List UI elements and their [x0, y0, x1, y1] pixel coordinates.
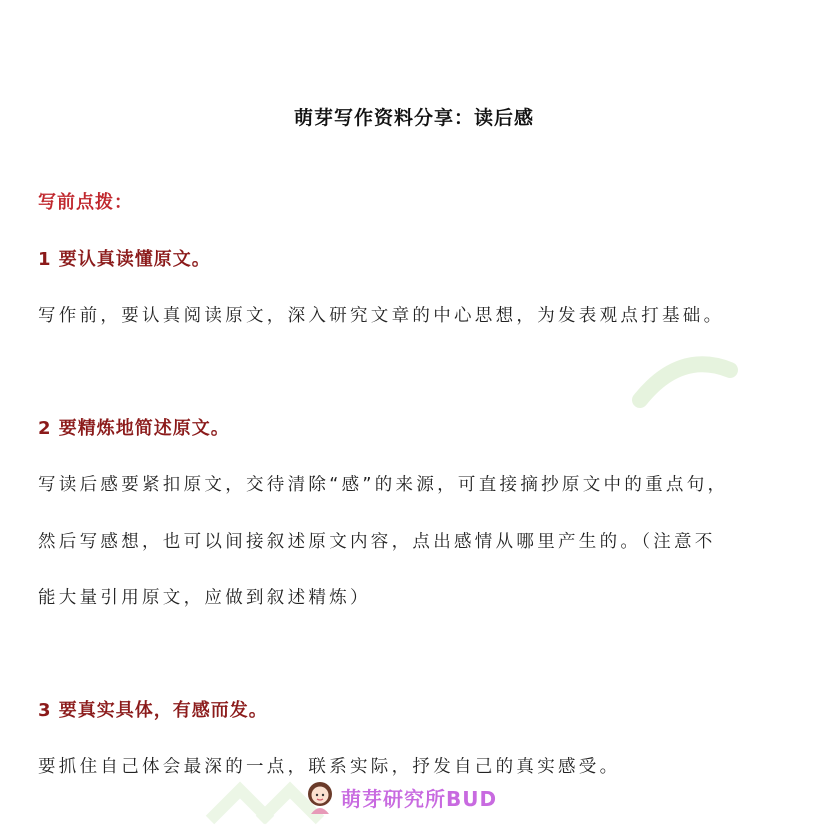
watermark-swirl-icon — [600, 340, 760, 420]
point-2-heading: 2 要精炼地简述原文。 — [38, 418, 230, 439]
point-1-heading: 1 要认真读懂原文。 — [38, 249, 211, 270]
girl-avatar-icon — [305, 780, 335, 814]
point-2-line-3: 能大量引用原文，应做到叙述精炼） — [38, 588, 371, 608]
point-2-line-2: 然后写感想，也可以间接叙述原文内容，点出感情从哪里产生的。（注意不 — [38, 532, 716, 552]
point-3-line-1: 要抓住自己体会最深的一点，联系实际，抒发自己的真实感受。 — [38, 757, 621, 777]
point-2-line-1: 写读后感要紧扣原文，交待清除“感”的来源，可直接摘抄原文中的重点句， — [38, 475, 729, 495]
point-3-heading: 3 要真实具体，有感而发。 — [38, 700, 268, 721]
point-1-line-1: 写作前，要认真阅读原文，深入研究文章的中心思想，为发表观点打基础。 — [38, 306, 725, 326]
page-title: 萌芽写作资料分享：读后感 — [293, 107, 534, 129]
section-label: 写前点拨： — [38, 192, 133, 213]
brand-name: 萌芽研究所BUD — [341, 786, 498, 811]
brand-watermark — [305, 780, 497, 814]
